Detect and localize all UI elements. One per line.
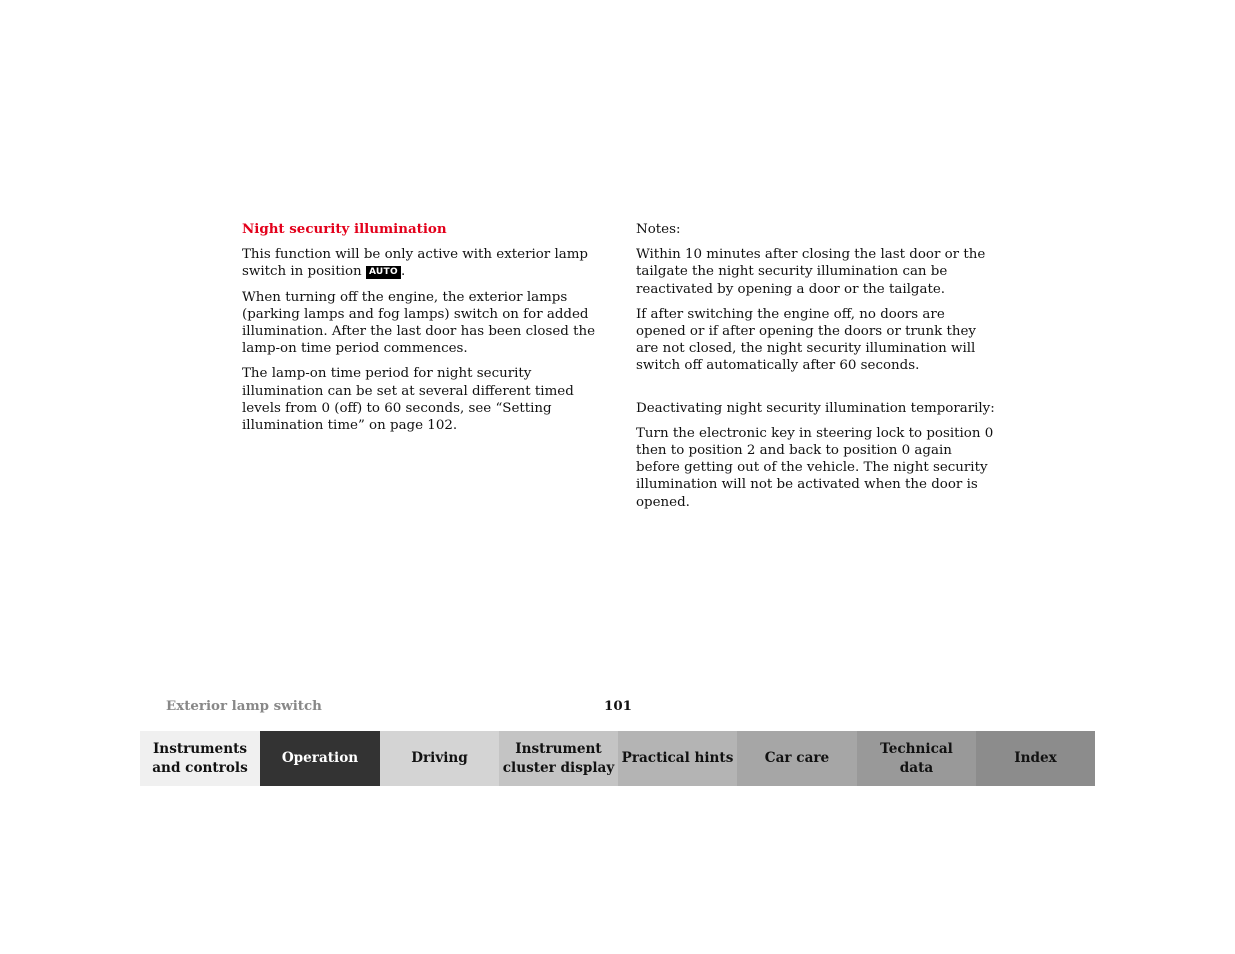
notes-label: Notes: xyxy=(636,222,681,237)
nav-tab[interactable]: Instruments and controls xyxy=(140,731,260,786)
footer-section-name: Exterior lamp switch xyxy=(166,698,322,714)
section-title: Night security illumination xyxy=(242,221,447,237)
left-column xyxy=(242,221,607,442)
lamp-on-time-paragraph: The lamp-on time period for night security illumination can be set at several different timed levels from 0 (off) to 60 seconds, see “Setting illumination time” on page 102. xyxy=(242,366,574,434)
chapter-nav-bar xyxy=(140,731,1095,786)
intro-text-end: . xyxy=(400,264,406,280)
page-number: 101 xyxy=(604,698,632,714)
intro-paragraph xyxy=(242,246,607,280)
note-reactivation: Within 10 minutes after closing the last door or the tailgate the night security illumination can be reactivated by opening a door or the tailgate. xyxy=(636,247,986,297)
nav-tab[interactable]: Instrument cluster display xyxy=(499,731,618,786)
deactivate-heading: Deactivating night security illumination temporarily: xyxy=(636,400,995,416)
nav-tab[interactable]: Car care xyxy=(737,731,857,786)
nav-tab[interactable]: Practical hints xyxy=(618,731,737,786)
intro-text: This function will be only active with exterior lamp switch in position xyxy=(242,247,589,280)
nav-tab[interactable]: Driving xyxy=(380,731,499,786)
nav-tab[interactable]: Operation xyxy=(260,731,380,786)
right-column xyxy=(636,221,998,519)
auto-position-icon: AUTO xyxy=(366,266,401,279)
deactivate-instructions: Turn the electronic key in steering lock to position 0 then to position 2 and back to position 0 again before getting out of the vehicle. The night security illumination will not be activated when the door is opened. xyxy=(636,425,994,510)
nav-tab[interactable]: Technical data xyxy=(857,731,976,786)
nav-tab[interactable]: Index xyxy=(976,731,1095,786)
engine-off-paragraph: When turning off the engine, the exterior lamps (parking lamps and fog lamps) switch on for added illumination. After the last door has been closed the lamp-on time period commences. xyxy=(242,289,596,357)
note-auto-switch-off: If after switching the engine off, no doors are opened or if after opening the doors or trunk they are not closed, the night security illumination will switch off automatically after 60 seconds. xyxy=(636,306,976,374)
